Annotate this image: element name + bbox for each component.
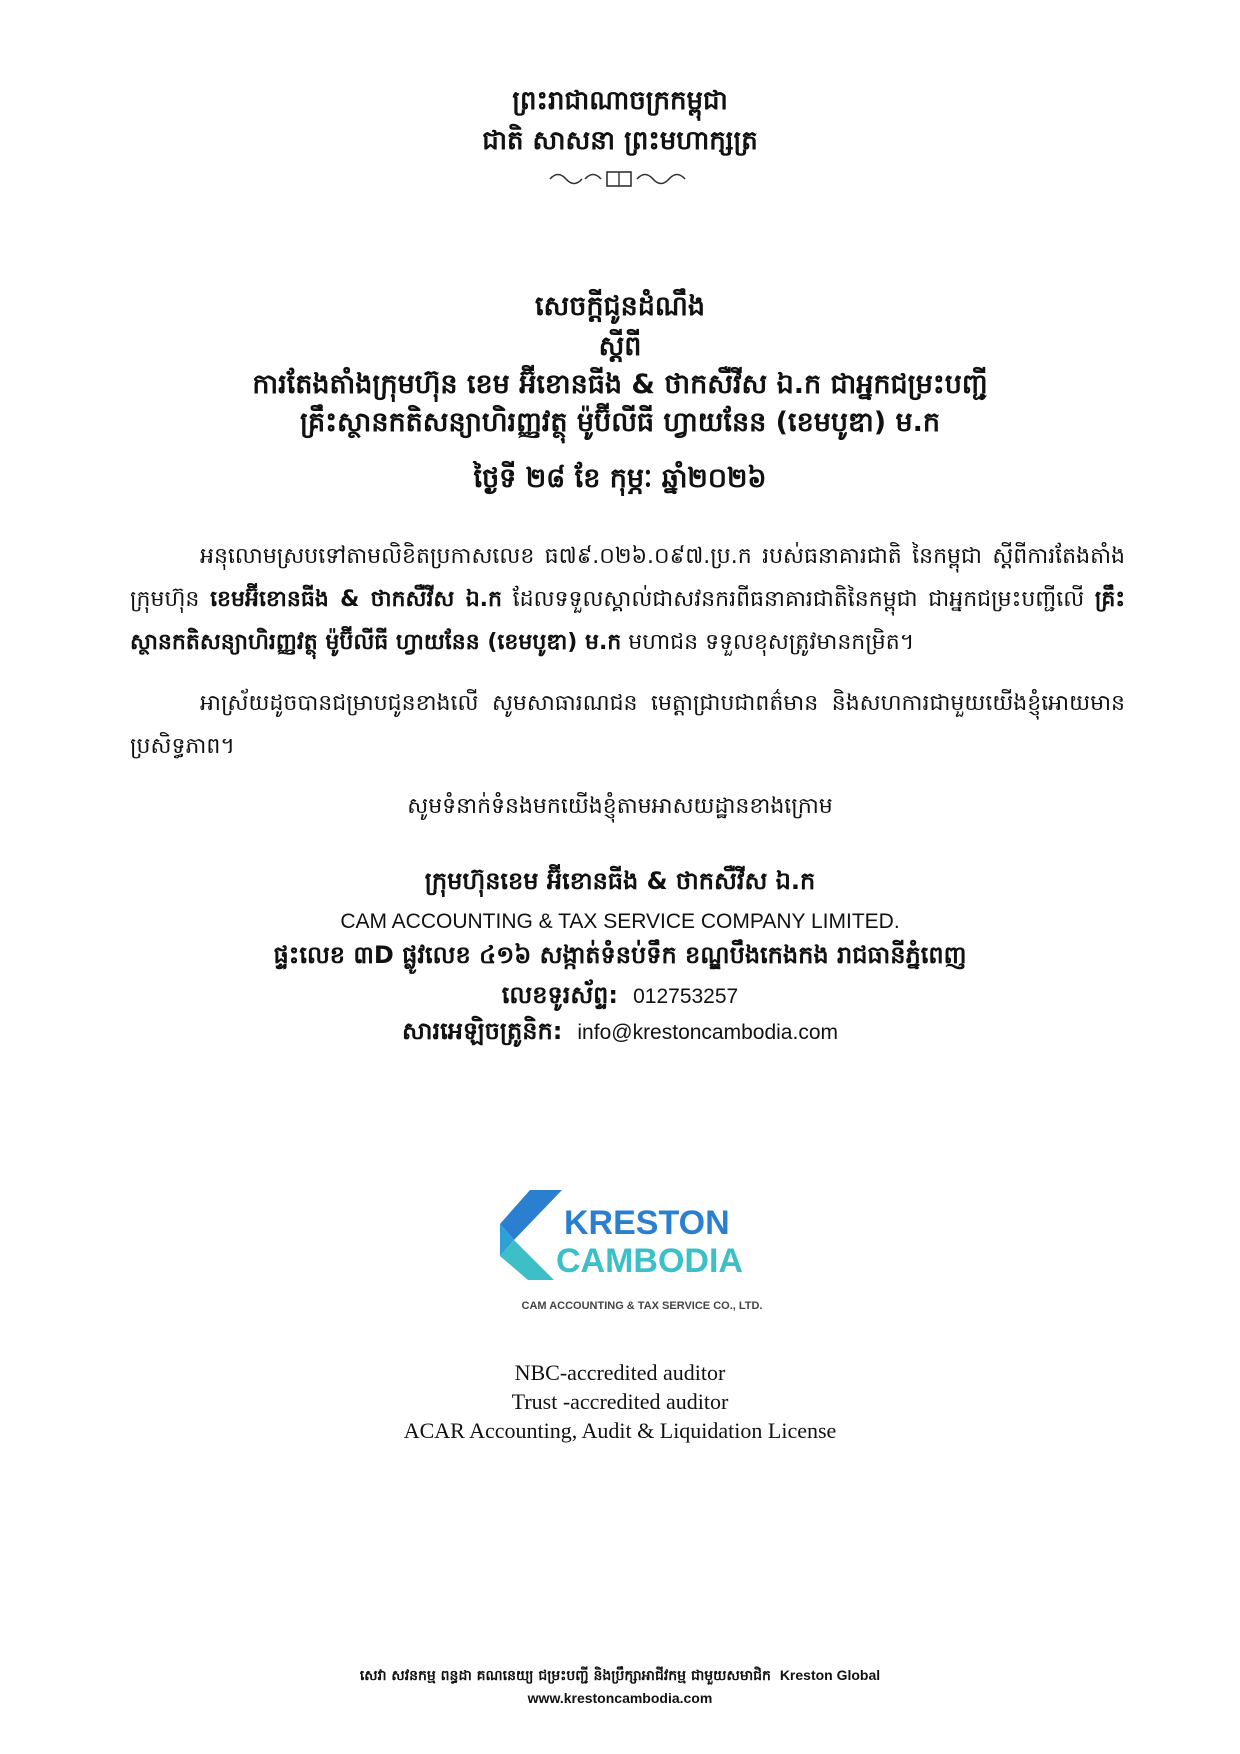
motto-heading: ជាតិ សាសនា ព្រះមហាក្សត្រ bbox=[482, 126, 758, 156]
notice-subject: ស្តីពី bbox=[598, 331, 642, 362]
phone-line bbox=[0, 980, 1240, 1015]
p1-text-a: អនុលោមស្របទៅតាមលិខិតប្រកាសលេខ ធ៧៩.០២៦.០៩៧.ប្រ.ក របស់ធនាគារជាតិ នៃកម្ពុជា ស្តីពីការតែងតាំងក្រុមហ៊ុន bbox=[130, 544, 1125, 612]
kreston-cambodia-logo bbox=[492, 1190, 792, 1330]
p1-institution-name: គ្រឹះស្ថានកតិសន្យាហិរញ្ញវត្ថុ ម៉ូប៊ីលីធី ហ្វាយនែន (ខេមបូឌា) ម.ក bbox=[130, 587, 1125, 655]
credential-2: Trust -accredited auditor bbox=[511, 1389, 729, 1414]
p1-text-c: ដែលទទួលស្គាល់ជាសវនករពីធនាគារជាតិនៃកម្ពុជា ជាអ្នកជម្រះបញ្ជីលើ bbox=[502, 587, 1095, 612]
p1-text-e: មហាជន ទទួលខុសត្រូវមានកម្រិត។ bbox=[621, 630, 915, 655]
footer-services-en: Kreston Global bbox=[779, 1667, 881, 1683]
phone-label: លេខទូរស័ព្ទ: bbox=[501, 981, 619, 1009]
phone-number: 012753257 bbox=[633, 985, 739, 1008]
body-paragraph-1 bbox=[130, 535, 1125, 664]
logo-tagline: CAM ACCOUNTING & TAX SERVICE CO., LTD. bbox=[521, 1300, 763, 1312]
company-name-kh: ក្រុមហ៊ុនខេម អ៊ីខោនធីង & ថាកសឺវីស ឯ.ក bbox=[424, 867, 816, 895]
body-paragraph-2 bbox=[130, 682, 1125, 768]
notice-line-1: ការតែងតាំងក្រុមហ៊ុន ខេម អ៊ីខោនធីង & ថាកសឺវីស ឯ.ក ជាអ្នកជម្រះបញ្ជី bbox=[252, 369, 988, 400]
logo-line-2: CAMBODIA bbox=[556, 1242, 743, 1280]
footer-website[interactable]: www.krestoncambodia.com bbox=[527, 1690, 713, 1706]
company-address: ផ្ទះលេខ ៣D ផ្លូវលេខ ៤១៦ សង្កាត់ទំនប់ទឹក ខណ្ឌបឹងកេងកង រាជធានីភ្នំពេញ bbox=[273, 941, 967, 969]
ornament-icon bbox=[545, 168, 695, 190]
notice-title: សេចក្តីជូនដំណឹង bbox=[534, 291, 706, 322]
ornament-divider bbox=[0, 168, 1240, 195]
notice-line-2: គ្រឹះស្ថានកតិសន្យាហិរញ្ញវត្ថុ ម៉ូប៊ីលីធី ហ្វាយនែន (ខេមបូឌា) ម.ក bbox=[300, 407, 940, 438]
footer-services bbox=[0, 1666, 1240, 1687]
p2-text: អាស្រ័យដូចបានជម្រាបជូនខាងលើ សូមសាធារណជន មេត្តាជ្រាបជាពត៌មាន និងសហការជាមួយយើងខ្ញុំអោយមានប្រសិទ្ធភាព។ bbox=[130, 691, 1125, 759]
p1-company-name: ខេមអ៊ីខោនធីង & ថាកសឺវីស ឯ.ក bbox=[210, 587, 502, 612]
notice-date: ថ្ងៃទី ២៨ ខែ កុម្ភៈ ឆ្នាំ២០២៦ bbox=[473, 463, 767, 494]
email-line bbox=[0, 1016, 1240, 1051]
company-name-en: CAM ACCOUNTING & TAX SERVICE COMPANY LIMITED. bbox=[340, 910, 900, 933]
credential-1: NBC-accredited auditor bbox=[514, 1360, 726, 1385]
kingdom-heading: ព្រះរាជាណាចក្រកម្ពុជា bbox=[512, 86, 728, 116]
kreston-k-mark-icon bbox=[492, 1190, 792, 1290]
footer-services-kh: សេវា សវនកម្ម ពន្ធដា គណនេយ្យ ជម្រះបញ្ជី និងប្រឹក្សាអាជីវកម្ម ជាមួយសមាជិក bbox=[359, 1668, 771, 1684]
email-link[interactable]: info@krestoncambodia.com bbox=[577, 1021, 838, 1044]
logo-line-1: KRESTON bbox=[564, 1204, 730, 1242]
email-label: សារអេឡិចត្រូនិក: bbox=[401, 1017, 563, 1045]
credential-3: ACAR Accounting, Audit & Liquidation License bbox=[403, 1418, 837, 1443]
body-paragraph-3: សូមទំនាក់ទំនងមកយើងខ្ញុំតាមអាសយដ្ឋានខាងក្រោម bbox=[407, 794, 833, 819]
